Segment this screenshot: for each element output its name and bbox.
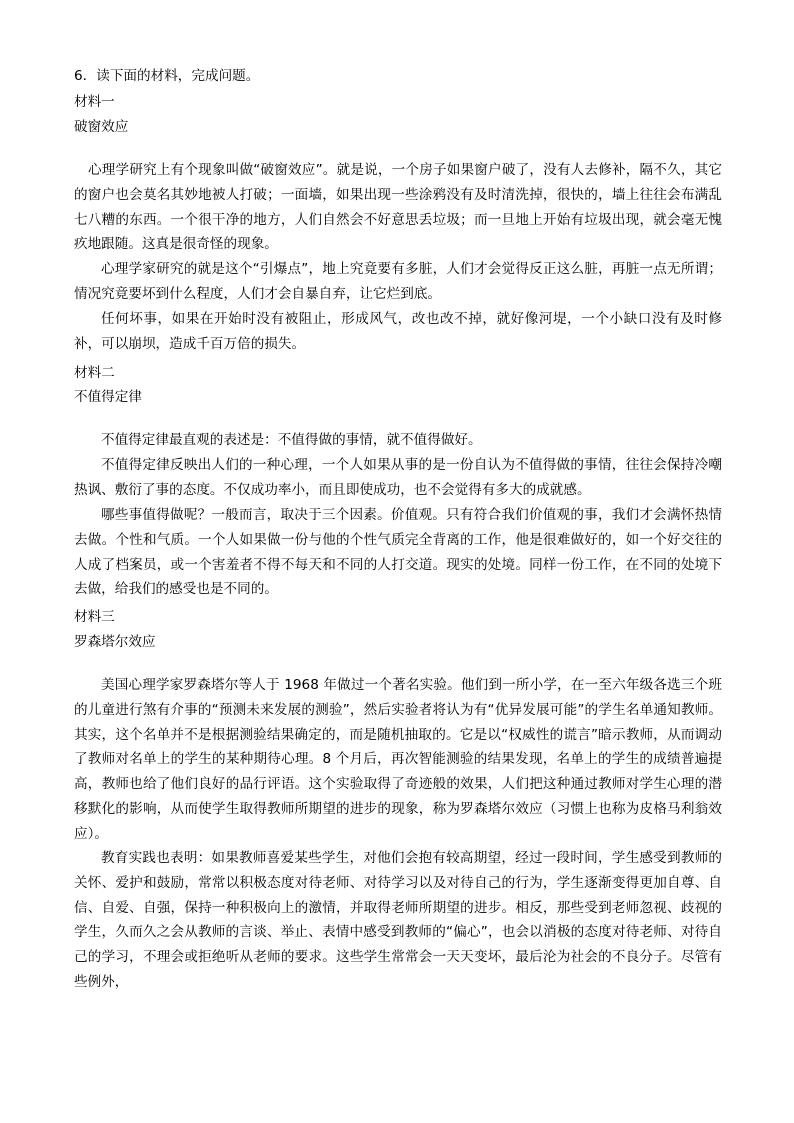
material2-label: 材料二 [74,365,115,381]
material1-paragraph-3: 任何坏事，如果在开始时没有被阻止，形成风气，改也改不掉，就好像河堤，一个小缺口没有及时修补，可以崩坝，造成千百万倍的损失。 [74,311,722,352]
material3-title: 罗森塔尔效应 [74,634,156,650]
material3-paragraph-1: 美国心理学家罗森塔尔等人于 1968 年做过一个著名实验。他们到一所小学，在一至六年级各选三个班的儿童进行煞有介事的“预测未来发展的测验”，然后实验者将认为有“优异发展可能”的学生名单通知教师。其实，这个名单并不是根据测验结果确定的，而是随机抽取的。它是以“权威性的谎言”暗示教师，从而调动了教师对名单上的学生的某种期待心理。8 个月后，再次智能测验的结果发现，名单上的学生的成绩普遍提高，教师也给了他们良好的品行评语。这个实验取得了奇迹般的效果，人们把这种通过教师对学生心理的潜移默化的影响，从而使学生取得教师所期望的进步的现象，称为罗森塔尔效应（习惯上也称为皮格马利翁效应）。 [74,677,722,842]
material2-paragraph-1: 不值得定律最直观的表述是：不值得做的事情，就不值得做好。 [101,432,482,448]
material2-title: 不值得定律 [74,389,142,405]
material3-label: 材料三 [74,609,115,625]
material1-label: 材料一 [74,94,115,110]
material1-paragraph-2: 心理学家研究的就是这个“引爆点”，地上究竟要有多脏，人们才会觉得反正这么脏，再脏一点无所谓；情况究竟要坏到什么程度，人们才会自暴自弃，让它烂到底。 [74,261,722,302]
material2-paragraph-3: 哪些事值得做呢？一般而言，取决于三个因素。价值观。只有符合我们价值观的事，我们才会满怀热情去做。个性和气质。一个人如果做一份与他的个性气质完全背离的工作，他是很难做好的，如一个好交往的人成了档案员，或一个害羞者不得不每天和不同的人打交道。现实的处境。同样一份工作，在不同的处境下去做，给我们的感受也是不同的。 [74,507,722,598]
question-prompt: 6．读下面的材料，完成问题。 [74,68,260,84]
material1-paragraph-1: 心理学研究上有个现象叫做“破窗效应”。就是说，一个房子如果窗户破了，没有人去修补，隔不久，其它的窗户也会莫名其妙地被人打破；一面墙，如果出现一些涂鸦没有及时清洗掉，很快的，墙上往往会布满乱七八糟的东西。一个很干净的地方，人们自然会不好意思丢垃圾；而一旦地上开始有垃圾出现，就会毫无愧疚地跟随。这真是很奇怪的现象。 [74,162,722,253]
material2-paragraph-2: 不值得定律反映出人们的一种心理，一个人如果从事的是一份自认为不值得做的事情，往往会保持冷嘲热讽、敷衍了事的态度。不仅成功率小，而且即使成功，也不会觉得有多大的成就感。 [74,457,722,498]
material1-title: 破窗效应 [74,119,129,135]
material3-paragraph-2: 教育实践也表明：如果教师喜爱某些学生，对他们会抱有较高期望，经过一段时间，学生感受到教师的关怀、爱护和鼓励，常常以积极态度对待老师、对待学习以及对待自己的行为，学生逐渐变得更加自尊、自信、自爱、自强，保持一种积极向上的激情，并取得老师所期望的进步。相反，那些受到老师忽视、歧视的学生，久而久之会从教师的言谈、举止、表情中感受到教师的“偏心”，也会以消极的态度对待老师、对待自己的学习，不理会或拒绝听从老师的要求。这些学生常常会一天天变坏，最后沦为社会的不良分子。尽管有些例外， [74,850,722,990]
